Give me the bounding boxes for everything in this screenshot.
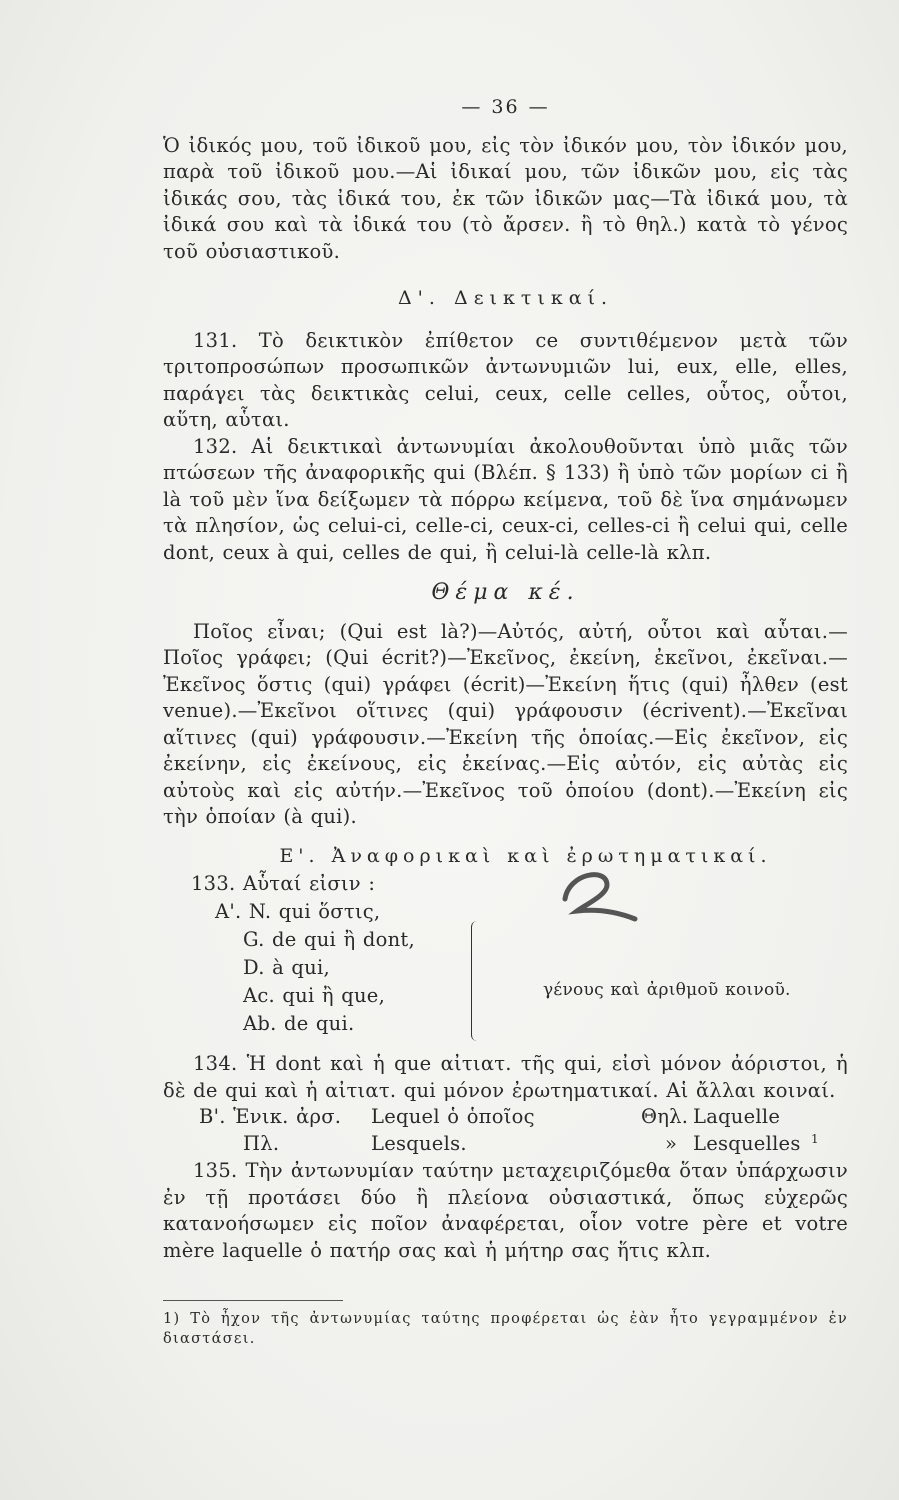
section-e-heading: Ε'. Ἀναφορικαὶ καὶ ἐρωτηματικαί. <box>279 844 772 867</box>
decl-row: G. de qui ἢ dont, <box>243 928 415 951</box>
paragraph-intro: Ὁ ἰδικός μου, τοῦ ἰδικοῦ μου, εἰς τὸν ἰδικόν μου, τὸν ἰδικόν μου, παρὰ τοῦ ἰδικοῦ μου.—Αἱ ἰδικαί μου, τῶν ἰδικῶν μου, εἰς τὰς ἰδικάς σου, τὰς ἰδικά του, ἐκ τῶν ἰδικῶν μας—Τὰ ἰδικά μου, τὰ ἰδικά σου καὶ τὰ ἰδικά του (τὸ ἄρσεν. ἢ τὸ θηλ.) κατὰ τὸ γένος τοῦ οὐσιαστικοῦ. <box>163 133 848 263</box>
theme-heading: Θέμα κέ. <box>431 580 580 605</box>
footnote: 1) Τὸ ἦχον τῆς ἀντωνυμίας ταύτης προφέρεται ὡς ἐὰν ἦτο γεγραμμένον ἐν διαστάσει. <box>163 1311 848 1347</box>
footnote-mark: 1 <box>811 1132 819 1146</box>
b-masc: Lequel ὁ ὁποῖος <box>371 1105 535 1128</box>
decl-intro: 133. Αὗταί εἰσιν : <box>191 872 376 895</box>
pl-fem: Lesquelles <box>693 1132 801 1155</box>
decl-row: Ab. de qui. <box>243 1012 355 1035</box>
handwritten-mark-icon <box>555 861 645 931</box>
pl-label: Πλ. <box>243 1132 280 1155</box>
b-fem-label: Θηλ. <box>641 1105 689 1128</box>
paragraph-131: 131. Τὸ δεικτικὸν ἐπίθετον ce συντιθέμενον μετὰ τῶν τριτοπροσώπων προσωπικῶν ἀντωνυμιῶν lui, eux, elle, elles, παράγει τὰς δεικτικὰς celui, ceux, celle celles, οὗτος, οὗτοι, αὕτη, αὗται. <box>163 328 848 431</box>
decl-row: Α'. N. qui ὅστις, <box>215 900 381 923</box>
b-label: Β'. Ἑνικ. ἀρσ. <box>199 1105 342 1128</box>
gender-note: γένους καὶ ἀριθμοῦ κοινοῦ. <box>543 980 791 1000</box>
b-fem: Laquelle <box>693 1105 781 1128</box>
footnote-rule <box>163 1300 343 1301</box>
page-content <box>163 94 848 1349</box>
paragraph-132: 132. Αἱ δεικτικαὶ ἀντωνυμίαι ἀκολουθοῦνται ὑπὸ μιᾶς τῶν πτώσεων τῆς ἀναφορικῆς qui (Βλέπ. § 133) ἢ ὑπὸ τῶν μορίων ci ἢ là τοῦ μὲν ἵνα δείξωμεν τὰ πόρρω κείμενα, τοῦ δὲ ἵνα σημάνωμεν τὰ πλησίον, ὡς celui-ci, celle-ci, ceux-ci, celles-ci ἢ celui qui, celle dont, ceux à qui, celles de qui, ἢ celui-là celle-là κλπ. <box>163 434 848 564</box>
paragraph-134: 134. Ἡ dont καὶ ἡ que αἰτιατ. τῆς qui, εἰσὶ μόνον ἀόριστοι, ἡ δὲ de qui καὶ ἡ αἰτιατ. qui μόνον ἐρωτηματικαί. Αἱ ἄλλαι κοιναί. <box>163 1052 848 1102</box>
paragraph-theme: Ποῖος εἶναι; (Qui est là?)—Αὐτός, αὐτή, οὗτοι καὶ αὗται.—Ποῖος γράφει; (Qui écrit?)—Ἐκεῖνος, ἐκείνη, ἐκεῖνοι, ἐκεῖναι.—Ἐκεῖνος ὅστις (qui) γράφει (écrit)—Ἐκείνη ἥτις (qui) ἦλθεν (est venue).—Ἐκεῖνοι οἵτινες (qui) γράφουσιν (écrivent).—Ἐκεῖναι αἵτινες (qui) γράφουσιν.—Ἐκείνη τῆς ὁποίας.—Εἰς ἐκεῖνον, εἰς ἐκείνην, εἰς ἐκείνους, εἰς ἐκείνας.—Εἰς αὐτόν, εἰς αὐτὰς εἰς αὐτοὺς καὶ εἰς αὐτήν.—Ἐκεῖνος τοῦ ὁποίου (dont).—Ἐκείνη εἰς τὴν ὁποίαν (à qui). <box>163 619 848 828</box>
paragraph-135: 135. Τὴν ἀντωνυμίαν ταύτην μεταχειριζόμεθα ὅταν ὑπάρχωσιν ἐν τῇ προτάσει δύο ἢ πλείονα οὐσιαστικά, ὅπως εὐχερῶς κατανοήσωμεν εἰς ποῖον ἀναφέρεται, οἷον votre père et votre mère laquelle ὁ πατήρ σας καὶ ἡ μήτηρ σας ἥτις κλπ. <box>163 1159 848 1262</box>
page-number: — 36 — <box>461 96 550 118</box>
section-d-heading: Δ'. Δεικτικαί. <box>397 287 614 309</box>
pl-masc: Lesquels. <box>371 1132 467 1155</box>
declension-block <box>163 871 848 1051</box>
decl-row: D. à qui, <box>243 956 330 979</box>
decl-row: Ac. qui ἢ que, <box>243 984 386 1007</box>
pl-quote: » <box>665 1132 678 1155</box>
pronoun-table <box>163 1104 848 1158</box>
brace <box>471 921 478 1041</box>
